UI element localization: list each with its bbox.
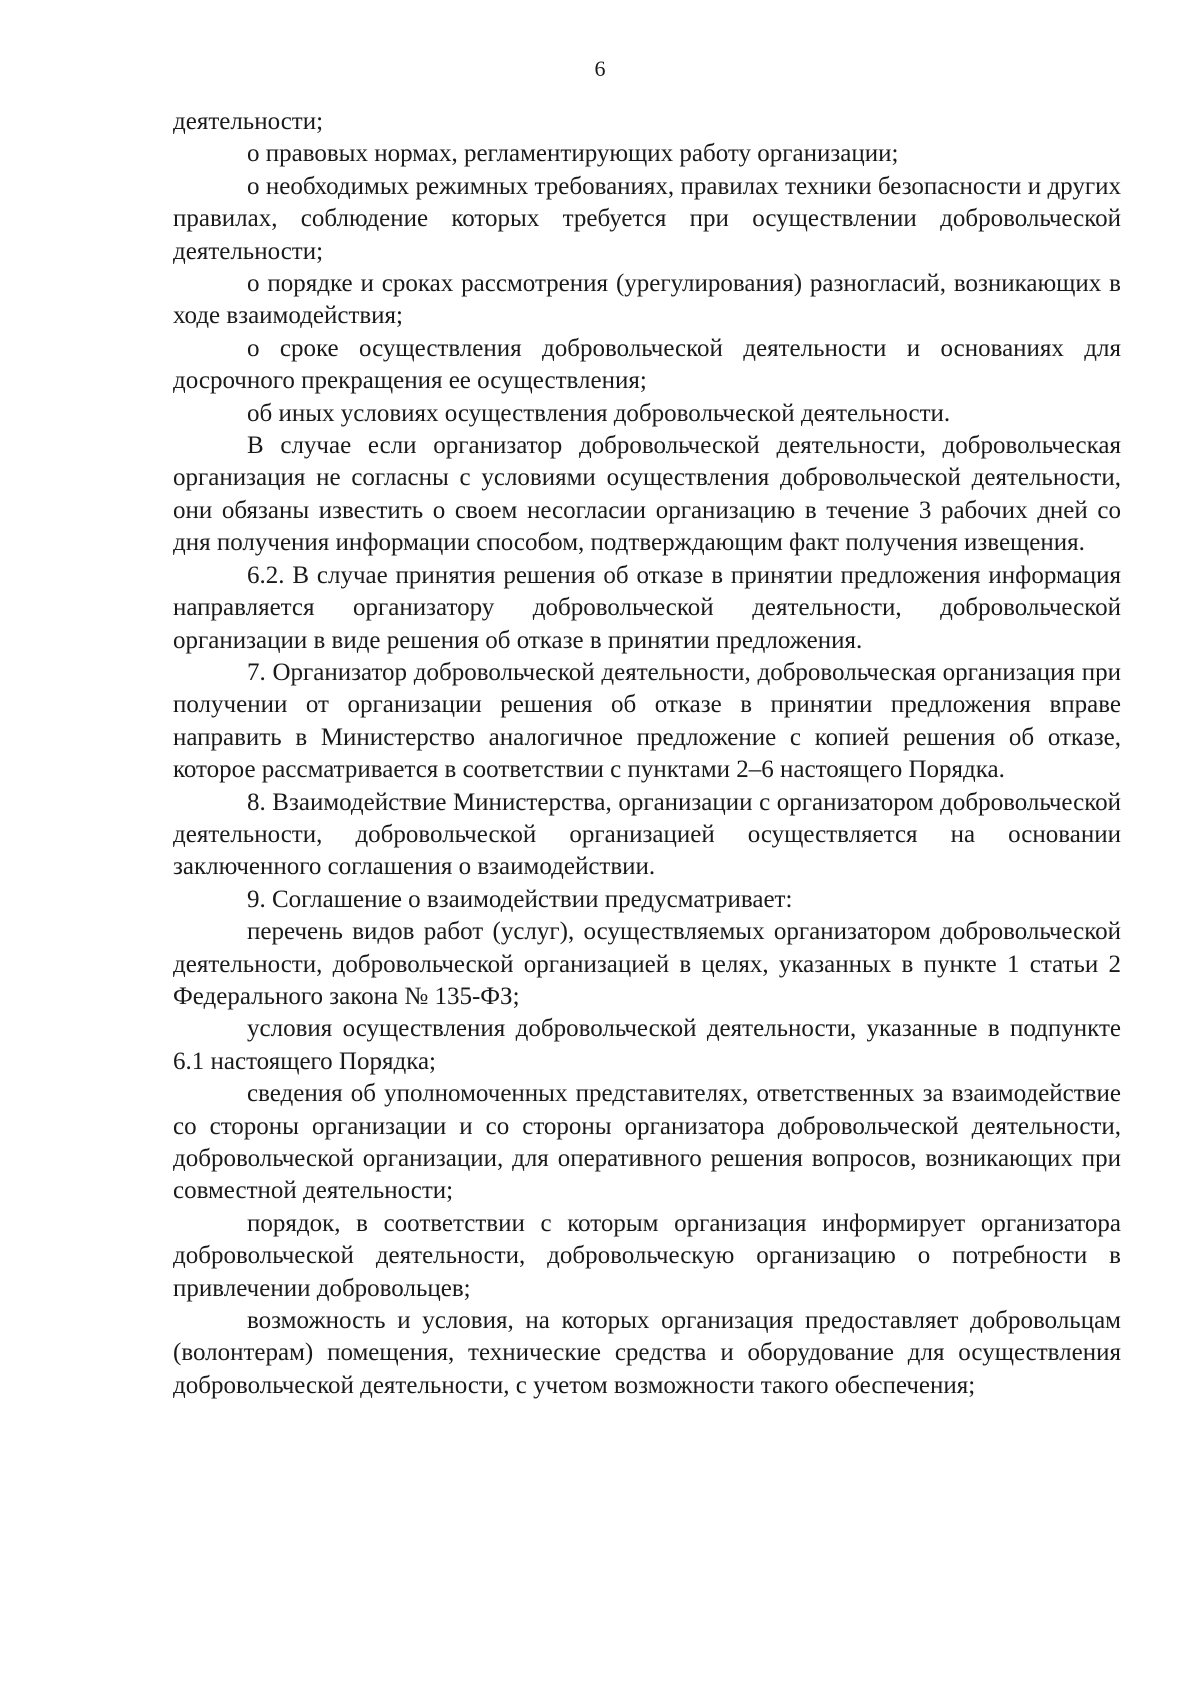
paragraph: возможность и условия, на которых организация предоставляет добровольцам (волонтерам) помещения, технические средства и оборудование для осуществления добровольческой деятельности, с учетом возможности такого обеспечения; — [173, 1307, 1121, 1399]
paragraph: о порядке и сроках рассмотрения (урегулирования) разногласий, возникающих в ходе взаимодействия; — [173, 270, 1121, 330]
paragraph: 9. Соглашение о взаимодействии предусматривает: — [247, 885, 793, 913]
paragraph: деятельности; — [173, 108, 324, 135]
paragraph: о сроке осуществления добровольческой деятельности и основаниях для досрочного прекращения ее осуществления; — [173, 334, 1121, 395]
paragraph: сведения об уполномоченных представителях, ответственных за взаимодействие со стороны организации и со стороны организатора добровольческой деятельности, добровольческой организации, для оперативного решения вопросов, возникающих при совместной деятельности; — [173, 1080, 1121, 1205]
paragraph: 6.2. В случае принятия решения об отказе в принятии предложения информация направляется организатору добровольческой деятельности, добровольческой организации в виде решения об отказе в принятии предложения. — [173, 561, 1121, 654]
paragraph: В случае если организатор добровольческой деятельности, добровольческая организация не согласны с условиями осуществления добровольческой деятельности, они обязаны известить о своем несогласии организацию в течение 3 рабочих дней со дня получения информации способом, подтверждающим факт получения извещения. — [173, 432, 1121, 557]
paragraph: 7. Организатор добровольческой деятельности, добровольческая организация при получении от организации решения об отказе в принятии предложения вправе направить в Министерство аналогичное предложение с копией решения об отказе, которое рассматривается в соответствии с пунктами 2–6 настоящего Порядка. — [173, 658, 1121, 784]
page-number: 6 — [594, 56, 606, 81]
paragraph: перечень видов работ (услуг), осуществляемых организатором добровольческой деятельности, добровольческой организацией в целях, указанных в пункте 1 статьи 2 Федерального закона № 135-ФЗ; — [173, 918, 1121, 1010]
paragraph: о правовых нормах, регламентирующих работу организации; — [247, 140, 899, 168]
paragraph: о необходимых режимных требованиях, правилах техники безопасности и других правилах, соблюдение которых требуется при осуществлении добровольческой деятельности; — [173, 172, 1121, 265]
document-body — [173, 106, 1121, 1402]
paragraph: условия осуществления добровольческой деятельности, указанные в подпункте 6.1 настоящего Порядка; — [173, 1015, 1121, 1075]
paragraph: порядок, в соответствии с которым организация информирует организатора добровольческой деятельности, добровольческую организацию о потребности в привлечении добровольцев; — [173, 1209, 1121, 1302]
paragraph: 8. Взаимодействие Министерства, организации с организатором добровольческой деятельности, добровольческой организацией осуществляется на основании заключенного соглашения о взаимодействии. — [173, 788, 1121, 881]
paragraph: об иных условиях осуществления добровольческой деятельности. — [247, 399, 951, 427]
